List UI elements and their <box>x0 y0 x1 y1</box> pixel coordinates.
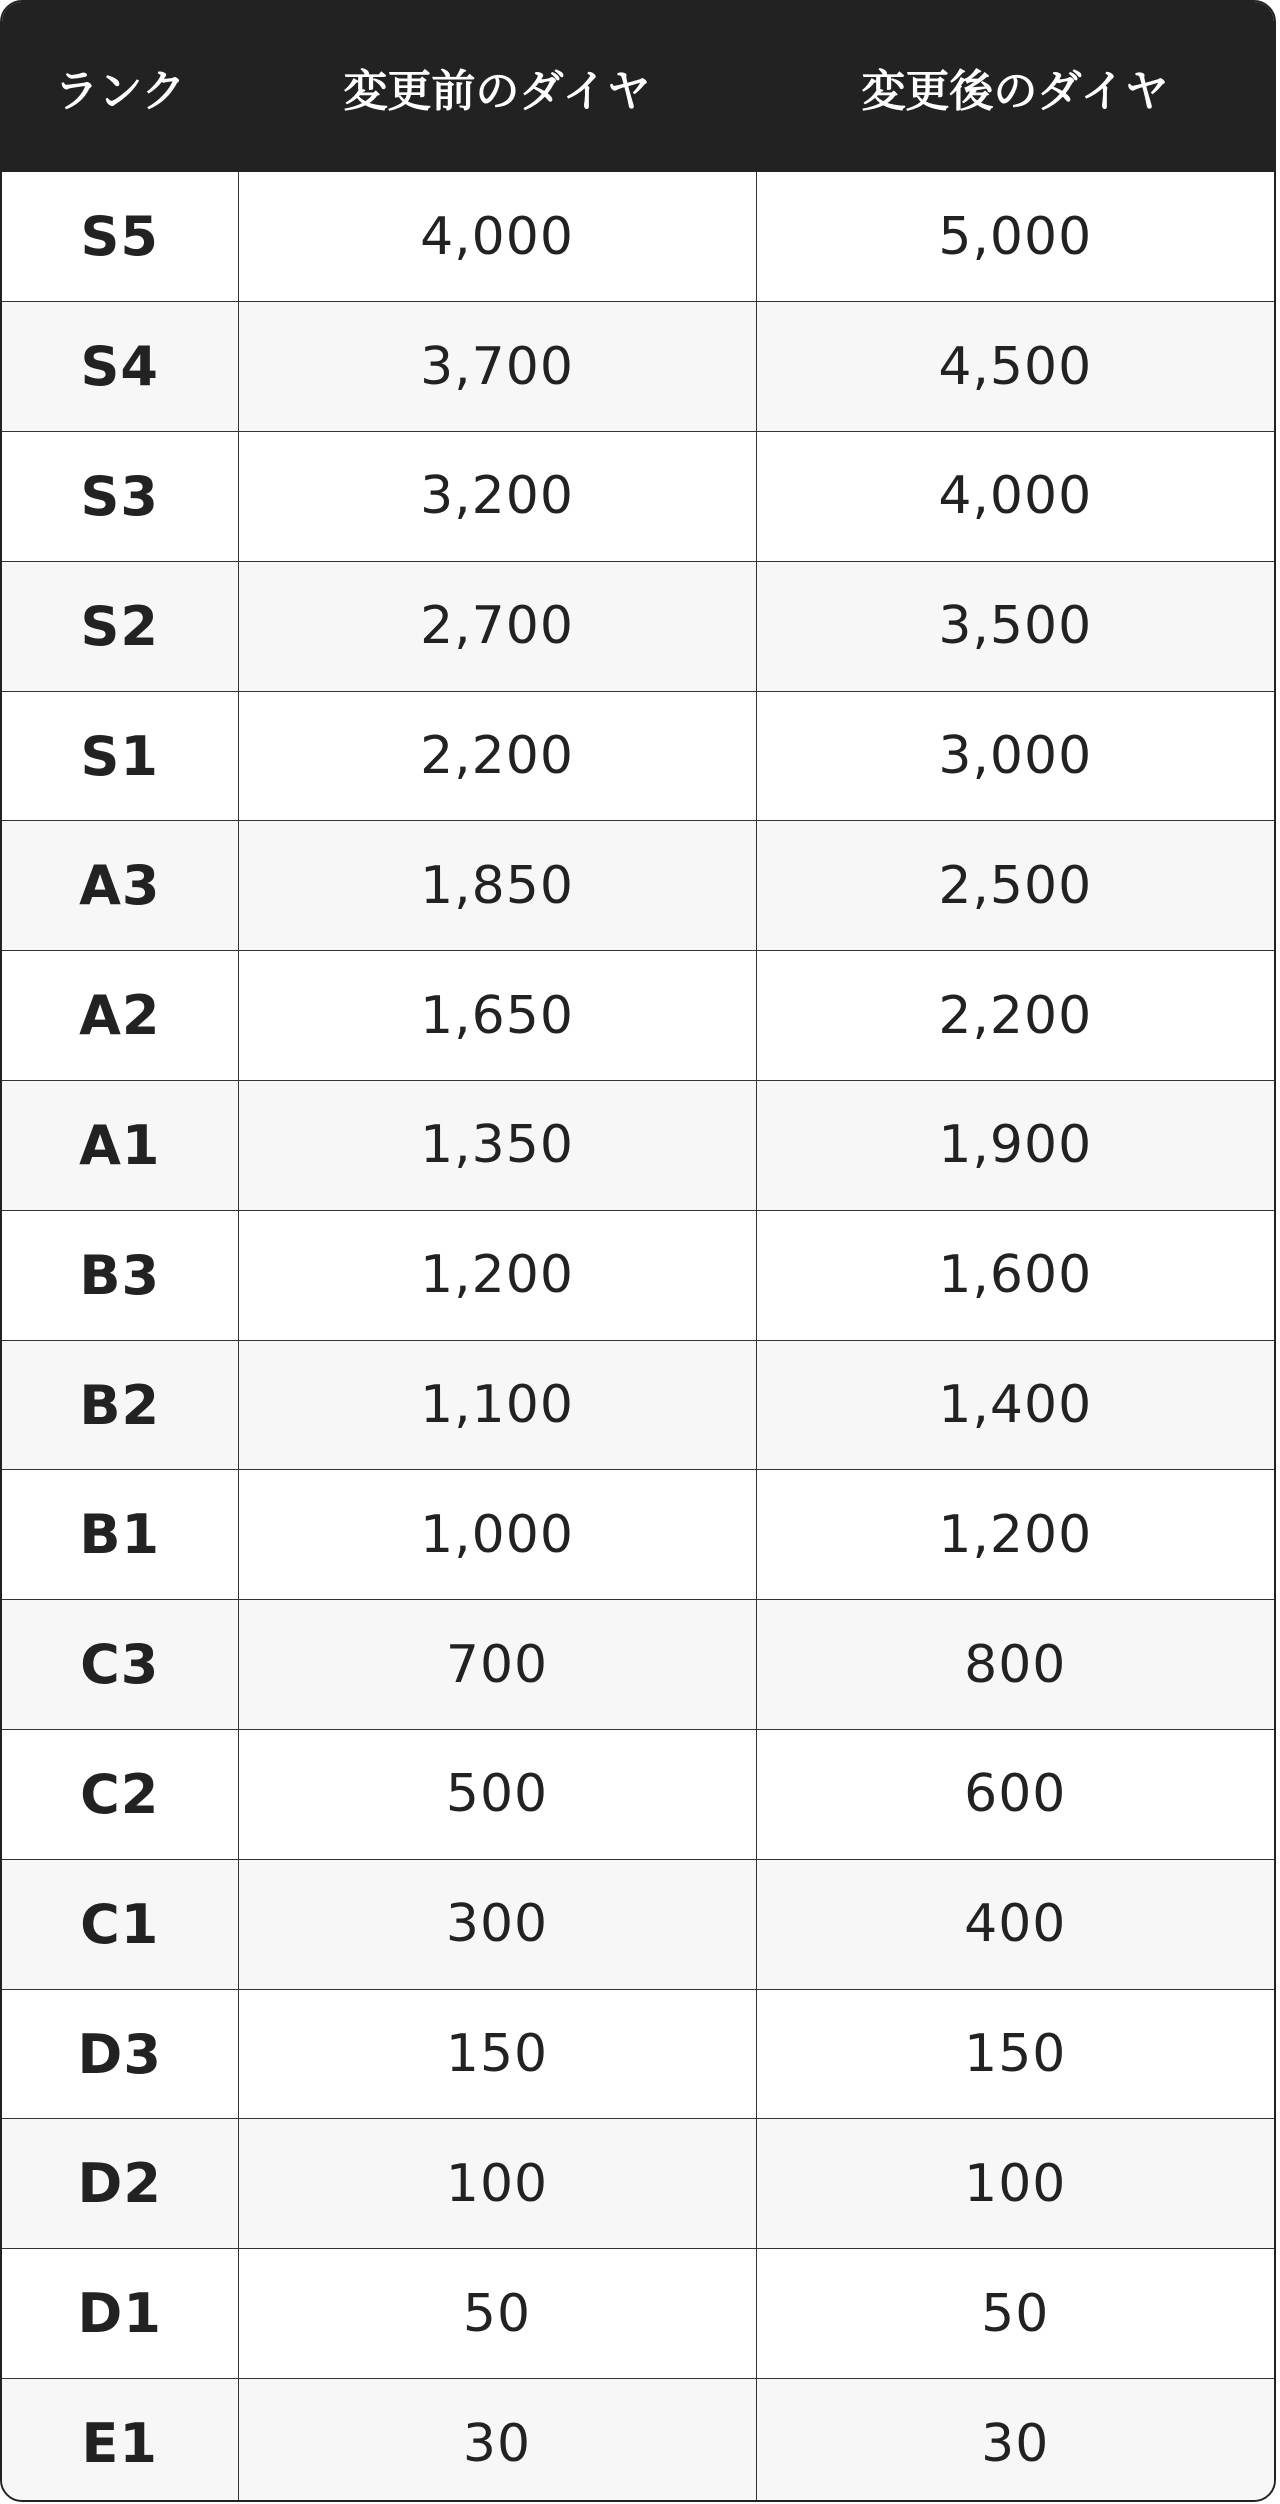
table-row <box>2 1989 1274 2119</box>
after-cell: 5,000 <box>938 206 1093 267</box>
rank-cell: D2 <box>2 2119 238 2249</box>
table-row <box>2 1600 1274 1730</box>
after-cell: 400 <box>756 1859 1274 1989</box>
table-row <box>2 2379 1274 2502</box>
before-cell: 500 <box>238 1730 756 1860</box>
after-cell: 3,000 <box>756 691 1274 821</box>
rank-cell: S2 <box>2 561 238 691</box>
table-body <box>2 172 1274 2502</box>
after-cell: 50 <box>756 2249 1274 2379</box>
rank-cell: C1 <box>2 1859 238 1989</box>
rank-cell: S3 <box>2 432 238 562</box>
rank-cell: A2 <box>2 951 238 1081</box>
after-cell: 4,500 <box>756 302 1274 432</box>
rank-cell: E1 <box>2 2379 238 2502</box>
rank-cell: D1 <box>2 2249 238 2379</box>
table-row <box>2 1081 1274 1211</box>
table-row <box>2 302 1274 432</box>
table-row <box>2 821 1274 951</box>
before-cell: 30 <box>238 2379 756 2502</box>
header-after: 変更後のダイヤ <box>861 66 1169 117</box>
table-row <box>2 951 1274 1081</box>
before-cell: 1,650 <box>238 951 756 1081</box>
before-cell: 2,200 <box>238 691 756 821</box>
before-cell: 50 <box>238 2249 756 2379</box>
table-row <box>2 1730 1274 1860</box>
table-row <box>2 2119 1274 2249</box>
rank-cell: D3 <box>2 1989 238 2119</box>
rank-cell: C3 <box>2 1600 238 1730</box>
table-row <box>2 1859 1274 1989</box>
after-cell: 100 <box>756 2119 1274 2249</box>
after-cell: 600 <box>756 1730 1274 1860</box>
before-cell: 1,350 <box>238 1081 756 1211</box>
table-row <box>2 2249 1274 2379</box>
rank-cell: S1 <box>2 691 238 821</box>
after-cell: 1,400 <box>756 1340 1274 1470</box>
header-before: 変更前のダイヤ <box>343 66 651 117</box>
after-cell: 30 <box>756 2379 1274 2502</box>
table-row <box>2 691 1274 821</box>
after-cell: 2,500 <box>756 821 1274 951</box>
before-cell: 4,000 <box>238 172 756 302</box>
rank-cell: S4 <box>2 302 238 432</box>
after-cell: 1,600 <box>756 1210 1274 1340</box>
header-rank: ランク <box>54 66 186 117</box>
table-row <box>2 561 1274 691</box>
before-cell: 1,100 <box>238 1340 756 1470</box>
after-cell: 800 <box>756 1600 1274 1730</box>
after-cell: 150 <box>756 1989 1274 2119</box>
table-row <box>2 172 1274 302</box>
diamond-rank-table <box>2 2 1274 2502</box>
before-cell: 2,700 <box>238 561 756 691</box>
before-cell: 300 <box>238 1859 756 1989</box>
after-cell: 3,500 <box>756 561 1274 691</box>
table-row <box>2 1210 1274 1340</box>
rank-cell: B3 <box>2 1210 238 1340</box>
before-cell: 1,000 <box>238 1470 756 1600</box>
table-row <box>2 1470 1274 1600</box>
rank-cell: B1 <box>2 1470 238 1600</box>
before-cell: 100 <box>238 2119 756 2249</box>
after-cell: 4,000 <box>756 432 1274 562</box>
header-row <box>2 2 1274 172</box>
before-cell: 3,700 <box>238 302 756 432</box>
after-cell: 2,200 <box>756 951 1274 1081</box>
before-cell: 700 <box>238 1600 756 1730</box>
before-cell: 1,200 <box>238 1210 756 1340</box>
rank-cell: A3 <box>2 821 238 951</box>
rank-cell: C2 <box>2 1730 238 1860</box>
after-cell: 1,200 <box>756 1470 1274 1600</box>
before-cell: 150 <box>238 1989 756 2119</box>
table-header <box>2 2 1274 172</box>
before-cell: 1,850 <box>238 821 756 951</box>
rank-cell: B2 <box>2 1340 238 1470</box>
before-cell: 3,200 <box>238 432 756 562</box>
after-cell: 1,900 <box>756 1081 1274 1211</box>
rank-cell: S5 <box>2 172 238 302</box>
rank-cell: A1 <box>2 1081 238 1211</box>
table-row <box>2 1340 1274 1470</box>
table-row <box>2 432 1274 562</box>
